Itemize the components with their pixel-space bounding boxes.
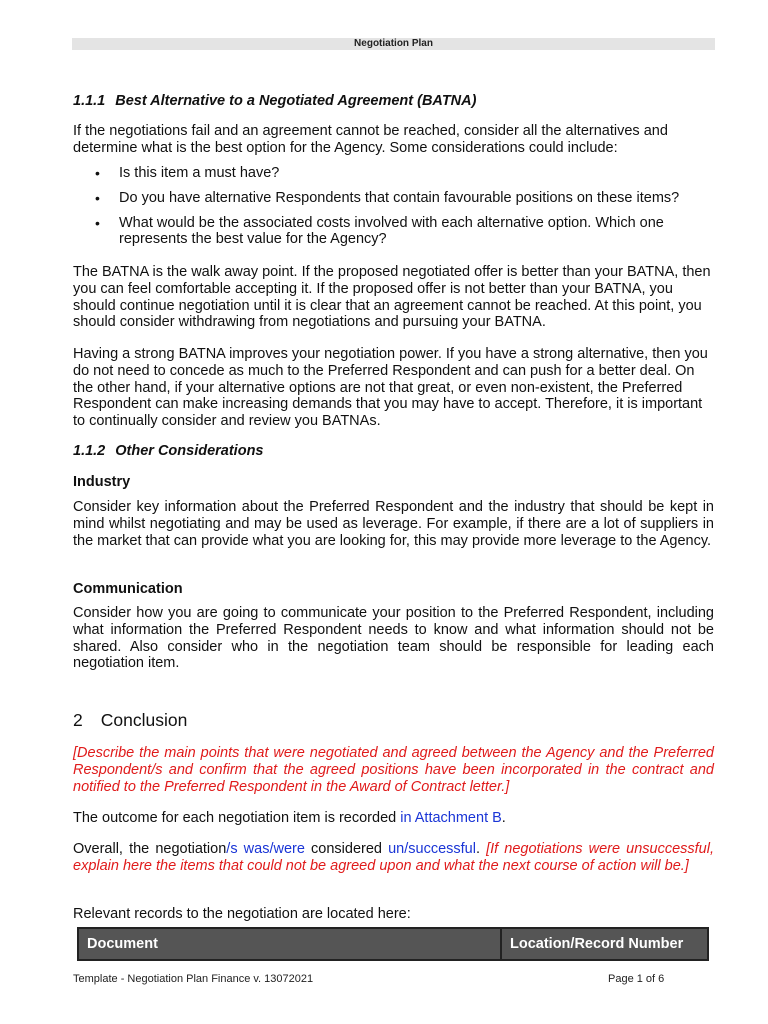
- column-header-document: Document: [78, 928, 501, 960]
- overall-text-c: considered: [304, 841, 389, 857]
- bullet-icon: •: [95, 165, 100, 181]
- conclusion-heading: [73, 710, 187, 731]
- overall-paragraph: [73, 841, 714, 875]
- outcome-text: The outcome for each negotiation item is recorded: [73, 810, 401, 826]
- batna-section-number: 1.1.1: [73, 93, 106, 109]
- success-option: un/successful: [388, 841, 476, 857]
- outcome-end: .: [501, 810, 506, 826]
- outcome-paragraph: [73, 810, 714, 827]
- batna-heading-text: Best Alternative to a Negotiated Agreement (BATNA): [115, 93, 477, 109]
- table-header-row: [78, 928, 708, 960]
- communication-paragraph: Consider how you are going to communicate your position to the Preferred Respondent, including what information the Preferred Respondent needs to know and what information should not be shared. Also consider who in the negotiation team should be responsible for leading each negotiation item.: [73, 605, 714, 672]
- was-were-option: /s was/were: [226, 841, 305, 857]
- other-section-number: 1.1.2: [73, 443, 106, 459]
- batna-walk-away-paragraph: The BATNA is the walk away point. If the proposed negotiated offer is better than your BATNA, then you can feel comfortable accepting it. If the proposed offer is not better than your BATNA, you should continue negotiation until it is clear that an agreement cannot be reached. At this point, you should consider withdrawing from negotiations and pursuing your BATNA.: [73, 264, 711, 331]
- header-title: Negotiation Plan: [354, 38, 433, 49]
- conclusion-instruction: [Describe the main points that were negotiated and agreed between the Agency and the Preferred Respondent/s and confirm that the agreed positions have been incorporated in the contract and notified to the Preferred Respondent in the Award of Contract letter.]: [73, 745, 714, 795]
- communication-heading: Communication: [73, 581, 183, 597]
- conclusion-heading-text: Conclusion: [100, 710, 188, 730]
- page-header: [72, 38, 715, 50]
- other-considerations-heading: [73, 443, 714, 459]
- records-intro: Relevant records to the negotiation are located here:: [73, 906, 411, 922]
- overall-text-a: Overall, the negotiation: [73, 841, 227, 857]
- batna-intro: If the negotiations fail and an agreement cannot be reached, consider all the alternatives and determine what is the best option for the Agency. Some considerations could include:: [73, 123, 668, 156]
- batna-strength-paragraph: Having a strong BATNA improves your negotiation power. If you have a strong alternative, then you do not need to concede as much to the Preferred Respondent and can push for a better deal. On the other hand, if your alternative options are not that great, or even non-existent, the Preferred Respondent can make increasing demands that you may have to accept. Therefore, it is important to continually consider and review you BATNAs.: [73, 346, 708, 430]
- footer-page-number: Page 1 of 6: [608, 973, 665, 985]
- bullet-icon: •: [95, 214, 100, 231]
- column-header-location: Location/Record Number: [501, 928, 708, 960]
- other-heading-text: Other Considerations: [115, 443, 264, 459]
- footer-template-name: Template - Negotiation Plan Finance v. 13072021: [73, 973, 314, 985]
- attachment-b-reference: in Attachment B: [400, 810, 502, 826]
- list-item-text: Is this item a must have?: [119, 165, 280, 181]
- overall-instruction: [If negotiations were unsuccessful, explain here the items that could not be agreed upon and what the next course of action will be.]: [73, 841, 714, 874]
- bullet-icon: •: [95, 189, 100, 206]
- records-table: [77, 927, 709, 961]
- list-item: [73, 165, 714, 182]
- list-item-text: Do you have alternative Respondents that contain favourable positions on these items?: [119, 189, 680, 206]
- conclusion-section-number: 2: [73, 710, 83, 730]
- list-item: [73, 215, 714, 249]
- batna-heading: [73, 93, 714, 109]
- list-item: [73, 190, 714, 207]
- batna-considerations-list: [73, 165, 714, 256]
- industry-heading: Industry: [73, 474, 131, 490]
- industry-paragraph: Consider key information about the Preferred Respondent and the industry that should be kept in mind whilst negotiating and may be used as leverage. For example, if there are a lot of suppliers in the market that can provide what you are looking for, this may provide more leverage to the Agency.: [73, 499, 714, 549]
- list-item-text: What would be the associated costs involved with each alternative option. Which one represents the best value for the Agency?: [119, 214, 664, 248]
- overall-text-e: .: [475, 841, 487, 857]
